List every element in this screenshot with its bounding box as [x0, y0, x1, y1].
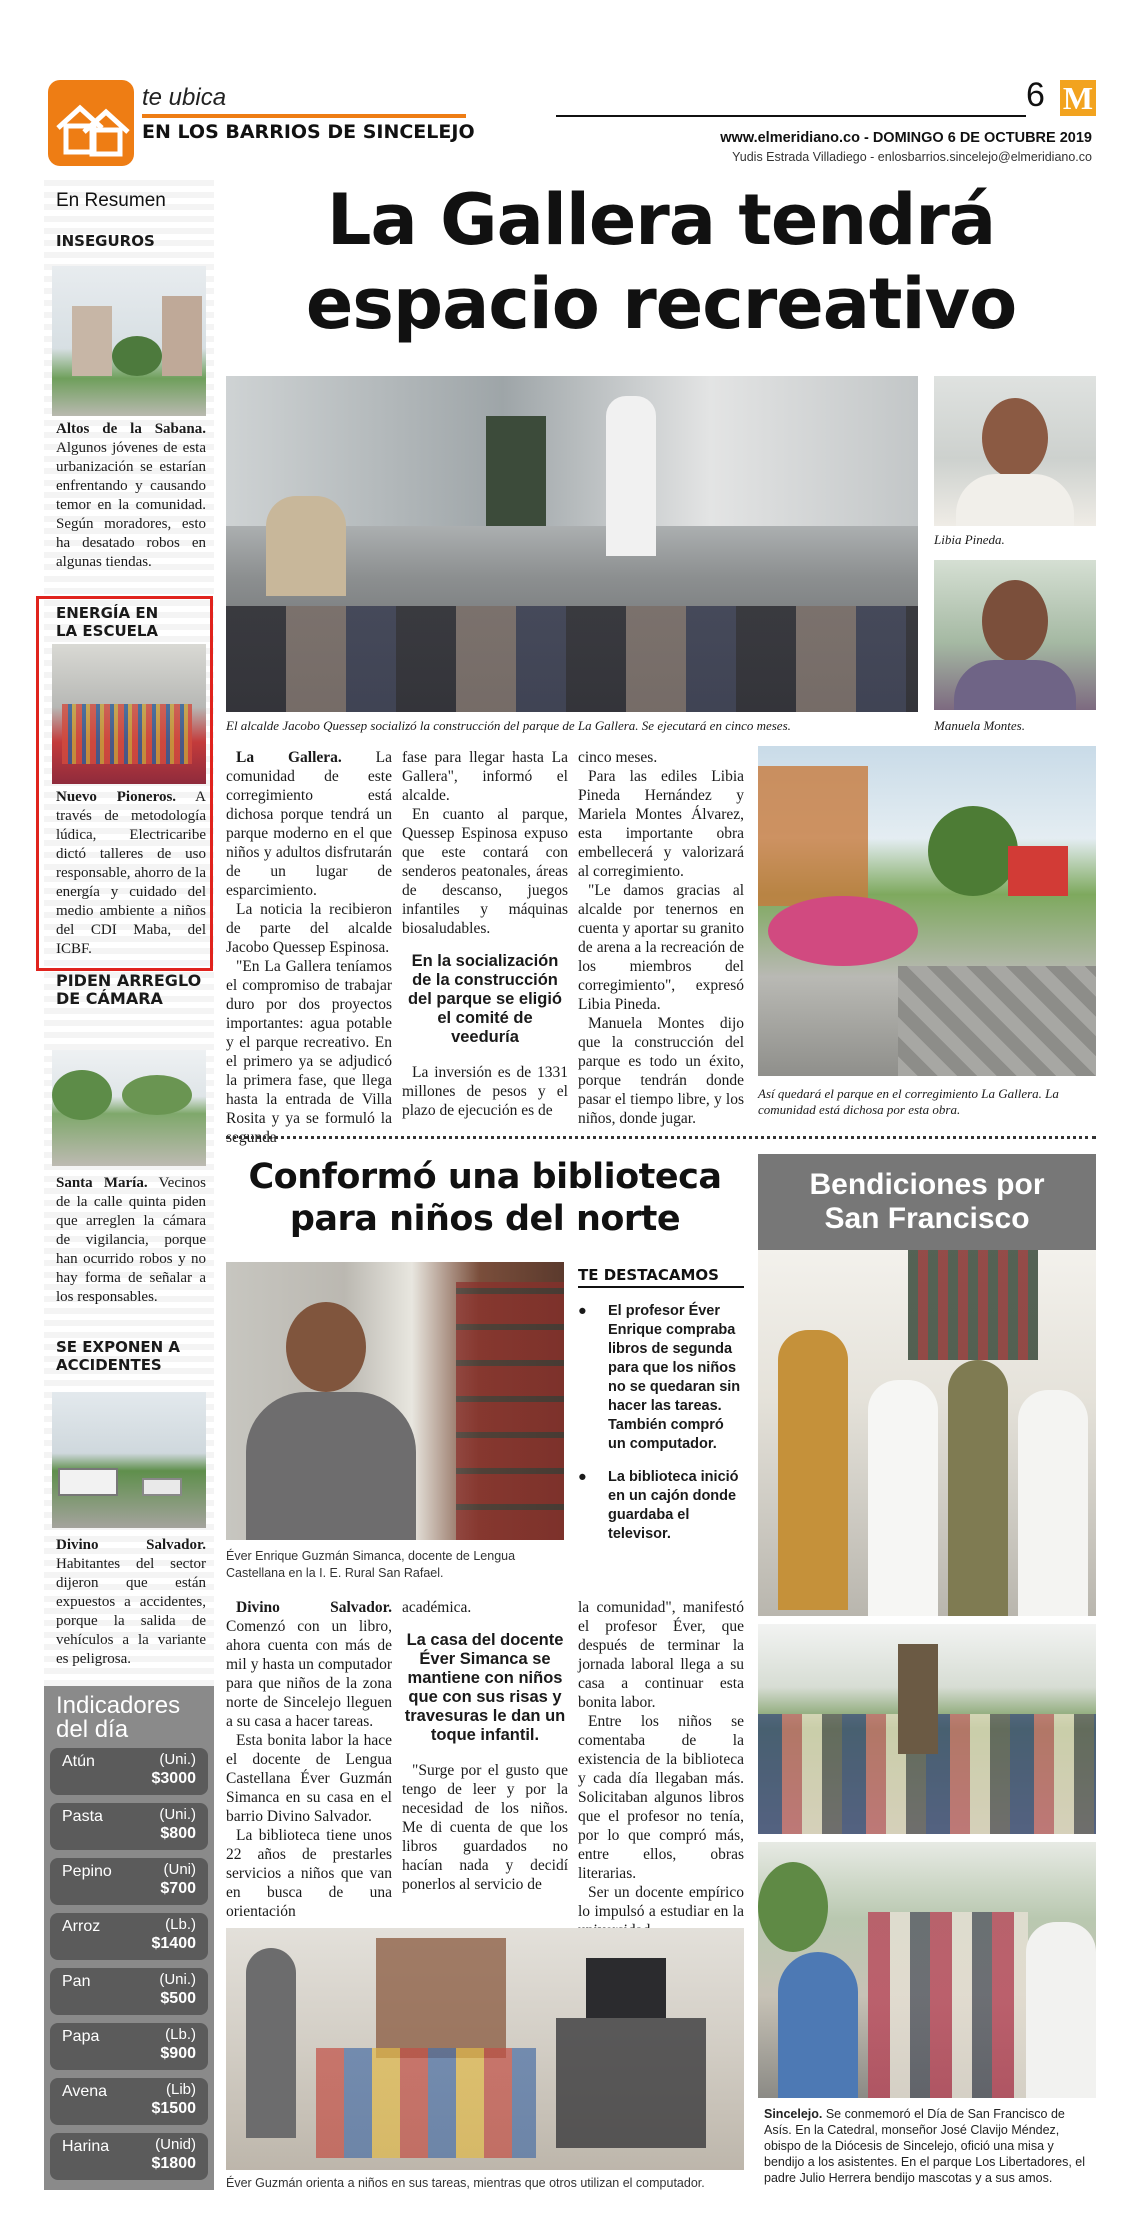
library-col1-dateline: Divino Salvador. — [236, 1599, 392, 1616]
meridiano-logo — [1060, 80, 1096, 116]
sidebar-item-heading: ENERGÍA EN LA ESCUELA — [56, 604, 159, 640]
section-big-title: EN LOS BARRIOS DE SINCELEJO — [142, 121, 475, 143]
indicator-row — [50, 1748, 208, 1795]
main-col1-p2: La noticia la recibieron de parte del alcalde Jacobo Quessep Espinosa. — [226, 901, 392, 956]
indicator-price: $800 — [160, 1825, 196, 1842]
indicator-name: Atún — [62, 1753, 95, 1770]
highlights-title: TE DESTACAMOS — [578, 1266, 719, 1284]
cathedral-mass-photo — [758, 1250, 1096, 1616]
main-headline-line1: La Gallera tendrá — [326, 179, 996, 261]
main-photo-caption: El alcalde Jacobo Quessep socializó la construcción del parque de La Gallera. Se ejecutará en cinco meses. — [226, 718, 791, 733]
sidebar-item-heading: INSEGUROS — [56, 232, 155, 250]
indicator-name: Pepino — [62, 1863, 112, 1880]
blessing-crowd-photo — [758, 1842, 1096, 2098]
indicators-title-line1: Indicadores — [56, 1692, 181, 1719]
indicator-price: $1400 — [151, 1935, 196, 1952]
highlights-list — [578, 1302, 744, 1544]
sidebar-item-lead: Altos de la Sabana. — [56, 421, 206, 437]
indicator-name: Arroz — [62, 1918, 101, 1935]
sidebar-item-body: Habitantes del sector dijeron que están expuestos a accidentes, porque la salida de vehículos a la variante es peligrosa. — [56, 1556, 206, 1667]
library-story-col2 — [402, 1598, 568, 1894]
sidebar-item-body: A través de metodología lúdica, Electricaribe dictó talleres de uso responsable, ahorro de la energía y cuidado del medio ambiente a niños del CDI Maba, del ICBF. — [56, 789, 206, 957]
main-col1-p3: "En La Gallera teníamos el compromiso de trabajar duro por dos proyectos importantes: agua potable y el parque recreativo. En el primero ya se adjudicó la primera fase, que llega hasta la entrada de Villa Rosita y ya se formuló la segunda — [226, 958, 392, 1146]
indicator-price: $3000 — [151, 1770, 196, 1787]
library-col3-p3: Ser un docente empírico lo impulsó a estudiar en la — [578, 1884, 744, 1920]
main-col3-p4: Manuela Montes dijo que la construcción del parque es todo un éxito, porque tendrán donde pasar el tiempo libre, y los niños, donde jugar. — [578, 1015, 744, 1127]
indicator-unit: (Lib) — [165, 2081, 196, 2098]
main-headline-line2: espacio recreativo — [305, 263, 1017, 345]
logo-letter: M — [1062, 80, 1094, 116]
indicators-title — [56, 1694, 180, 1742]
main-story-col2 — [402, 748, 568, 1120]
highlight-text: El profesor Éver Enrique compraba libros de segunda para que los niños no se quedaran sin hacer las tareas. También compró un computador. — [608, 1303, 741, 1452]
indicator-price: $1500 — [151, 2100, 196, 2117]
sidebar-photo-camara — [52, 1050, 206, 1166]
portrait-libia-caption: Libia Pineda. — [934, 532, 1005, 547]
sidebar-item-text — [56, 1536, 206, 1669]
portrait-manuela — [934, 560, 1096, 710]
library-bottom-caption: Éver Guzmán orienta a niños en sus tareas, mientras que otros utilizan el computador. — [226, 2176, 705, 2190]
francisco-caption-text: Se conmemoró el Día de San Francisco de Asís. En la Catedral, monseñor José Clavijo Méndez, obispo de la Diócesis de Sincelejo, ofició una misa y bendijo a los asistentes. En el parque Los Libertadores, el padre Julio Herrera bendijo mascotas y a sus amos. — [764, 2107, 1086, 2185]
main-headline — [226, 178, 1096, 346]
francisco-banner-line2: San Francisco — [824, 1202, 1030, 1235]
library-photo-caption: Éver Enrique Guzmán Simanca, docente de Lengua Castellana en la I. E. Rural San Rafael. — [226, 1549, 516, 1580]
library-col3-p2: Entre los niños se comentaba de la existencia de la biblioteca y cada día llegaban más. Solicitaban algunos libros que el profesor no tenía, por lo que compró más, entre ellos, obras literarias. — [578, 1713, 744, 1882]
library-col3-p1: la comunidad", manifestó el profesor Éver, que después de terminar la jornada laboral llega a su casa a continuar esta bonita labor. — [578, 1599, 744, 1711]
library-col1-p3: La biblioteca tiene unos 22 años de prestarles servicios a niños que van en busca de una orientación — [226, 1827, 392, 1920]
site-date: www.elmeridiano.co - DOMINGO 6 DE OCTUBRE 2019 — [720, 130, 1092, 146]
indicator-unit: (Lb.) — [165, 2026, 196, 2043]
indicator-row — [50, 1913, 208, 1960]
indicator-row — [50, 2023, 208, 2070]
indicator-unit: (Lb.) — [165, 1916, 196, 1933]
highlights-rule — [578, 1286, 744, 1288]
indicator-row — [50, 2133, 208, 2180]
portrait-libia — [934, 376, 1096, 526]
indicator-price: $1800 — [151, 2155, 196, 2172]
indicator-price: $700 — [160, 1880, 196, 1897]
indicator-unit: (Uni) — [163, 1861, 196, 1878]
indicator-name: Pasta — [62, 1808, 103, 1825]
park-render-caption: Así quedará el parque en el corregimiento La Gallera. La comunidad está dichosa por esta obra. — [758, 1086, 1059, 1117]
francisco-banner-line1: Bendiciones por — [809, 1168, 1045, 1201]
sidebar-item-body: Vecinos de la calle quinta piden que arreglen la cámara de vigilancia, porque han ocurrido robos y no hay forma de señalar a los responsables. — [56, 1175, 206, 1305]
library-story-col1 — [226, 1598, 392, 1921]
indicator-unit: (Unid) — [155, 2136, 196, 2153]
sidebar-item-lead: Santa María. — [56, 1175, 148, 1191]
story-divider — [226, 1136, 1096, 1139]
indicators-title-line2: del día — [56, 1716, 129, 1743]
sidebar-photo-energia — [52, 644, 206, 784]
library-headline-line1: Conformó una biblioteca — [248, 1157, 722, 1197]
indicator-row — [50, 1803, 208, 1850]
highlight-item — [578, 1468, 744, 1544]
sidebar-item-heading: PIDEN ARREGLO DE CÁMARA — [56, 971, 202, 1008]
sidebar-item-text — [56, 420, 206, 572]
sidebar-item-text — [56, 1174, 206, 1307]
main-col2-p3: La inversión es de 1331 millones de pesos y el plazo de ejecución es de — [402, 1064, 568, 1119]
library-headline — [226, 1156, 744, 1240]
main-col2-p2: En cuanto al parque, Quessep Espinosa expuso que este contará con senderos peatonales, áreas de descanso, juegos infantiles y máquinas biosaludables. — [402, 806, 568, 937]
section-underline — [142, 114, 466, 118]
indicator-price: $500 — [160, 1990, 196, 2007]
indicator-row — [50, 1858, 208, 1905]
main-col1-p1: La comunidad de este corregimiento está dichosa porque tendrá un parque moderno en el que niños y adultos disfrutarán de un lugar de esparcimiento. — [226, 749, 392, 899]
library-col1-p1: Comenzó con un libro, ahora cuenta con más de mil y hasta un computador para que niños de la zona norte de Sincelejo lleguen a su casa a hacer tareas. — [226, 1618, 392, 1730]
francisco-caption-lead: Sincelejo. — [764, 2107, 823, 2121]
sidebar-item-text — [56, 788, 206, 959]
portrait-manuela-caption: Manuela Montes. — [934, 718, 1025, 733]
indicator-price: $900 — [160, 2045, 196, 2062]
library-teacher-photo — [226, 1262, 564, 1540]
main-col2-quote: En la socialización de la construcción del parque se eligió el comité de veeduría — [407, 952, 563, 1046]
bullet-icon: ● — [578, 1303, 587, 1319]
sidebar-photo-inseguros — [52, 266, 206, 416]
main-col3-p1: cinco meses. — [578, 749, 658, 766]
indicator-name: Papa — [62, 2028, 100, 2045]
library-col2-p2: "Surge por el gusto que tengo de leer y por la necesidad de los niños. Me di cuenta de que los libros guardados no hacían nada y decidí ponerlos al servicio de — [402, 1762, 568, 1893]
header-rule — [556, 115, 1026, 117]
indicator-name: Avena — [62, 2083, 108, 2100]
indicator-name: Harina — [62, 2138, 110, 2155]
indicator-row — [50, 1968, 208, 2015]
park-render-photo — [758, 746, 1096, 1076]
indicator-name: Pan — [62, 1973, 91, 1990]
sidebar-title: En Resumen — [56, 190, 166, 211]
park-pets-photo — [758, 1624, 1096, 1834]
sidebar-item-lead: Nuevo Pioneros. — [56, 789, 177, 805]
library-col2-quote: La casa del docente Éver Simanca se mantiene con niños que con sus risas y travesuras le dan un toque infantil. — [404, 1631, 566, 1744]
highlight-item — [578, 1302, 744, 1454]
highlight-text: La biblioteca inició en un cajón donde guardaba el televisor. — [608, 1469, 739, 1542]
indicator-unit: (Uni.) — [159, 1971, 196, 1988]
sidebar-item-heading: SE EXPONEN A ACCIDENTES — [56, 1338, 181, 1374]
sidebar-item-body: Algunos jóvenes de esta urbanización se estarían enfrentando y causando temor en la comunidad. Según moradores, esto ha desatado robos en algunas tiendas. — [56, 440, 206, 570]
main-col3-p3: "Le damos gracias al alcalde por tenernos en cuenta y aportar su granito de arena a la recreación de los miembros del corregimiento", expresó Libia Pineda. — [578, 882, 744, 1013]
library-headline-line2: para niños del norte — [289, 1199, 681, 1239]
indicator-unit: (Uni.) — [159, 1806, 196, 1823]
main-photo-meeting — [226, 376, 918, 712]
francisco-banner — [758, 1154, 1096, 1250]
section-small-title: te ubica — [142, 84, 227, 111]
sidebar-photo-accidentes — [52, 1392, 206, 1528]
author-line: Yudis Estrada Villadiego - enlosbarrios.sincelejo@elmeridiano.co — [732, 150, 1092, 164]
main-col3-p2: Para las ediles Libia Pineda Hernández y Mariela Montes Álvarez, esta importante obra embellecerá y valorizará al corregimiento. — [578, 768, 744, 880]
francisco-caption — [764, 2106, 1094, 2186]
indicator-row — [50, 2078, 208, 2125]
main-story-col3 — [578, 748, 744, 1128]
bullet-icon: ● — [578, 1469, 587, 1485]
indicator-unit: (Uni.) — [159, 1751, 196, 1768]
library-col1-p2: Esta bonita labor la hace el docente de Lengua Castellana Éver Guzmán Simanca en su casa en el barrio Divino Salvador. — [226, 1732, 392, 1825]
library-story-col3 — [578, 1598, 744, 1940]
main-col2-p1: fase para llegar hasta La Gallera", informó el alcalde. — [402, 749, 568, 804]
main-story-col1 — [226, 748, 392, 1147]
house-logo-icon — [48, 80, 134, 166]
sidebar-item-lead: Divino Salvador. — [56, 1537, 206, 1553]
page-number: 6 — [1026, 76, 1045, 114]
main-col1-dateline: La Gallera. — [236, 749, 342, 766]
library-col2-p1: académica. — [402, 1599, 472, 1616]
library-children-photo — [226, 1928, 744, 2170]
